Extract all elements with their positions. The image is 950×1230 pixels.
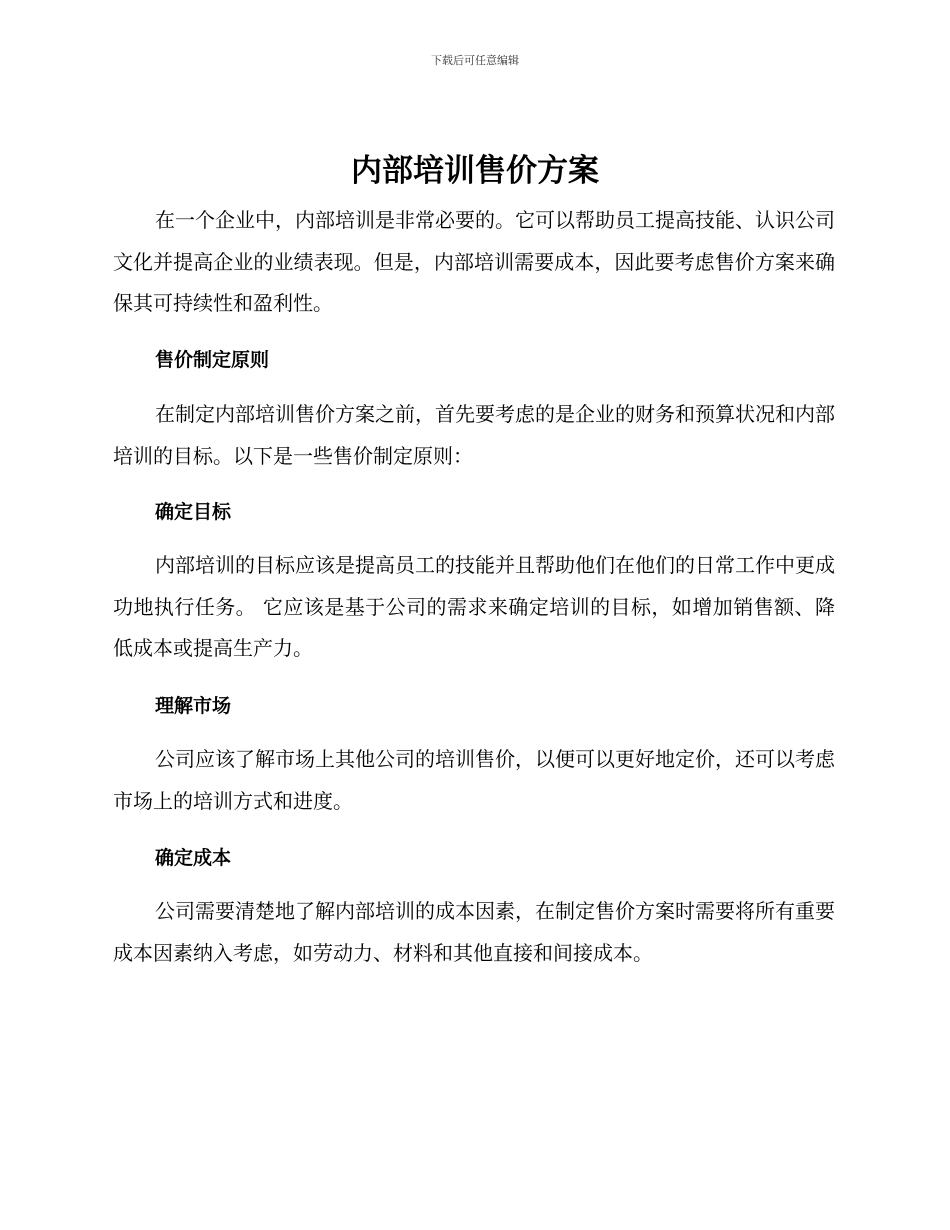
section-body-determine-cost: 公司需要清楚地了解内部培训的成本因素，在制定售价方案时需要将所有重要成本因素纳入考虑，如劳动力、材料和其他直接和间接成本。 — [113, 899, 835, 965]
section-body-set-goals: 内部培训的目标应该是提高员工的技能并且帮助他们在他们的日常工作中更成功地执行任务。 它应该是基于公司的需求来确定培训的目标，如增加销售额、降低成本或提高生产力。 — [113, 553, 835, 660]
section-body-pricing-principles: 在制定内部培训售价方案之前，首先要考虑的是企业的财务和预算状况和内部培训的目标。以下是一些售价制定原则： — [113, 402, 835, 468]
section-heading-understand-market: 理解市场 — [155, 695, 232, 717]
section-heading-pricing-principles: 售价制定原则 — [155, 349, 270, 371]
section-body-understand-market: 公司应该了解市场上其他公司的培训售价，以便可以更好地定价，还可以考虑市场上的培训方式和进度。 — [113, 747, 835, 813]
section-heading-set-goals: 确定目标 — [155, 501, 232, 523]
document-title: 内部培训售价方案 — [351, 153, 599, 189]
page-header: 下载后可任意编辑 — [431, 54, 519, 67]
section-heading-determine-cost: 确定成本 — [155, 847, 232, 869]
intro-paragraph: 在一个企业中，内部培训是非常必要的。它可以帮助员工提高技能、认识公司文化并提高企业的业绩表现。但是，内部培训需要成本，因此要考虑售价方案来确保其可持续性和盈利性。 — [113, 208, 835, 315]
